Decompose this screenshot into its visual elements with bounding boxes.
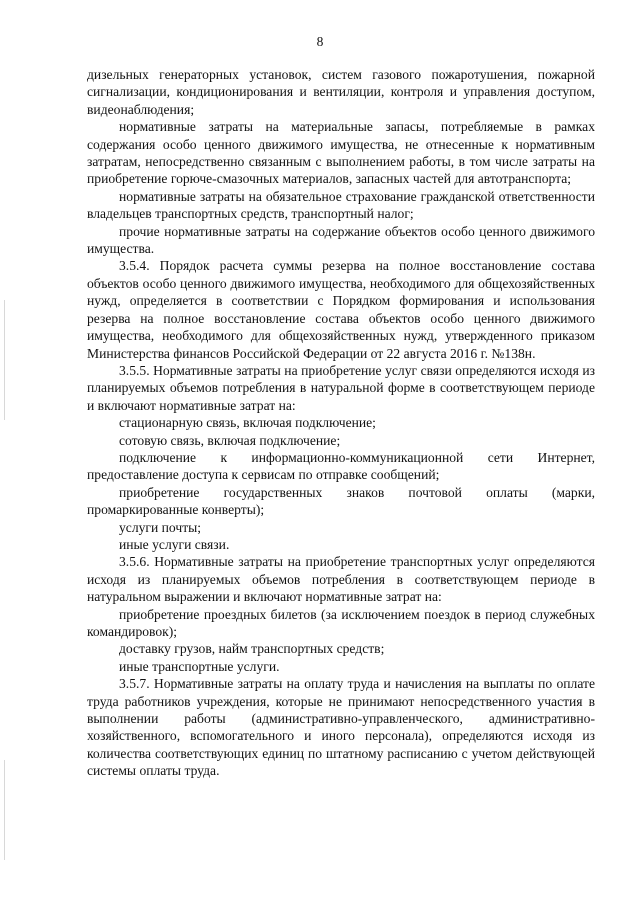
document-body — [87, 66, 595, 780]
paragraph: нормативные затраты на материальные запасы, потребляемые в рамках содержания особо ценного движимого имущества, не отнесенные к нормативным затратам, непосредственно связанным с выполнением работы, в том числе затраты на приобретение горюче-смазочных материалов, запасных частей для автотранспорта; — [87, 119, 595, 187]
paragraph: 3.5.4. Порядок расчета суммы резерва на полное восстановление состава объектов особо ценного движимого имущества, необходимого для общехозяйственных нужд, определяется в соответствии с Порядком формирования и использования резерва на полное восстановление состава объектов особо ценного движимого имущества, необходимого для общехозяйственных нужд, утвержденного приказом Министерства финансов Российской Федерации от 22 августа 2016 г. №138н. — [87, 258, 595, 361]
paragraph: 3.5.7. Нормативные затраты на оплату труда и начисления на выплаты по оплате труда работников учреждения, которые не принимают непосредственного участия в выполнении работы (административно-управленческого, административно-хозяйственного, вспомогательного и иного персонала), определяются исходя из количества соответствующих единиц по штатному расписанию с учетом действующей системы оплаты труда. — [87, 676, 595, 779]
scan-edge-mark — [4, 300, 5, 420]
list-item: стационарную связь, включая подключение; — [119, 415, 376, 431]
paragraph: дизельных генераторных установок, систем газового пожаротушения, пожарной сигнализации, кондиционирования и вентиляции, контроля и управления доступом, видеонаблюдения; — [87, 67, 595, 117]
paragraph: нормативные затраты на обязательное страхование гражданской ответственности владельцев транспортных средств, транспортный налог; — [87, 188, 595, 222]
paragraph: прочие нормативные затраты на содержание объектов особо ценного движимого имущества. — [87, 223, 595, 257]
paragraph: 3.5.5. Нормативные затраты на приобретение услуг связи определяются исходя из планируемых объемов потребления в натуральной форме в соответствующем периоде и включают нормативные затрат на: — [87, 362, 595, 413]
list-item: приобретение государственных знаков почтовой оплаты (марки, промаркированные конверты); — [87, 484, 595, 518]
list-item: услуги почты; — [119, 519, 202, 535]
list-item: иные услуги связи. — [119, 536, 230, 552]
scan-edge-mark — [4, 760, 5, 860]
list-item: иные транспортные услуги. — [119, 658, 280, 674]
list-item: доставку грузов, найм транспортных средств; — [119, 641, 385, 657]
paragraph: 3.5.6. Нормативные затраты на приобретение транспортных услуг определяются исходя из планируемых объемов потребления в соответствующем периоде в натуральном выражении и включают нормативные затрат на: — [87, 554, 595, 605]
list-item: приобретение проездных билетов (за исключением поездок в период служебных командировок); — [87, 606, 595, 639]
list-item: подключение к информационно-коммуникационной сети Интернет, предоставление доступа к сервисам по отправке сообщений; — [87, 449, 595, 483]
page-number: 8 — [316, 34, 324, 49]
list-item: сотовую связь, включая подключение; — [119, 432, 341, 448]
